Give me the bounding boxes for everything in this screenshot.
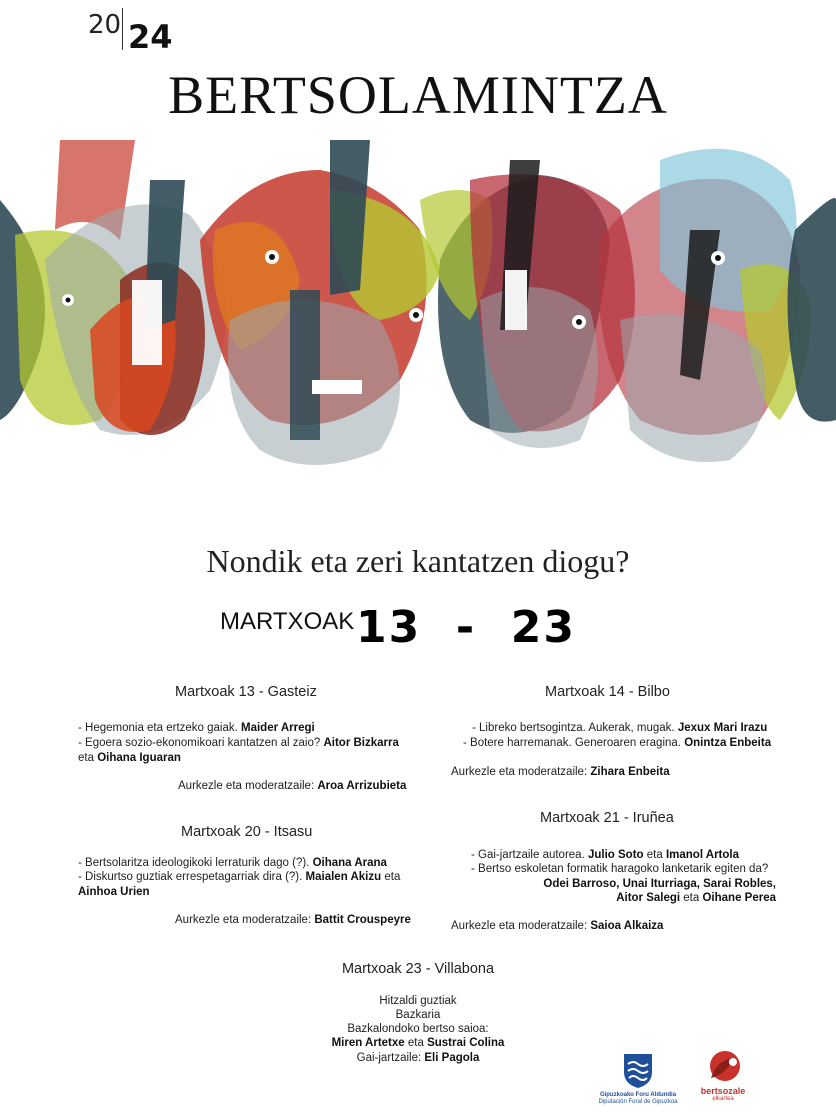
dates-label: MARTXOAK — [220, 608, 355, 635]
session-header-villabona: Martxoak 23 - Villabona — [341, 961, 495, 977]
session-line: Ainhoa Urien — [78, 886, 150, 898]
session-line: Gai-jartzaile: Eli Pagola — [356, 1052, 480, 1064]
session-line: Hitzaldi guztiak — [379, 995, 457, 1007]
bertsozale-logo-text — [693, 1087, 753, 1103]
session-header-iruna: Martxoak 21 - Iruñea — [540, 810, 674, 826]
poster-title: BERTSOLAMINTZA — [168, 65, 668, 125]
bertsozale-logo-line: elkartea — [712, 1096, 734, 1102]
dates-range — [356, 602, 576, 653]
gipuzkoa-shield-icon — [618, 1050, 658, 1090]
date-end: 23 — [510, 602, 577, 653]
eye — [576, 319, 582, 325]
face-shape — [132, 280, 162, 365]
gipuzkoa-logo-line: Gipuzkoako Foru Aldundia — [599, 1092, 677, 1098]
session-moderator: Aurkezle eta moderatzaile: Aroa Arrizubieta — [178, 780, 407, 792]
gipuzkoa-logo-text — [588, 1092, 688, 1106]
session-line: - Bertso eskoletan formatik haragoko lanketarik egiten da? — [471, 863, 769, 875]
eye — [269, 254, 275, 260]
bertsozale-logo-icon — [703, 1048, 743, 1088]
session-line: - Egoera sozio-ekonomikoari kantatzen al zaio? Aitor Bizkarra — [78, 737, 399, 749]
session-line: Bazkaria — [395, 1009, 441, 1021]
year-second: 24 — [128, 18, 173, 56]
session-line: eta Oihana Iguaran — [78, 752, 181, 764]
session-header-itsasu: Martxoak 20 - Itsasu — [181, 824, 313, 840]
session-moderator: Aurkezle eta moderatzaile: Zihara Enbeita — [451, 766, 670, 778]
bertsozale-logo-line: bertsozale — [700, 1086, 746, 1096]
session-moderator: Aurkezle eta moderatzaile: Saioa Alkaiza — [451, 920, 664, 932]
date-start: 13 — [356, 602, 422, 653]
date-separator: - — [455, 602, 477, 653]
session-line: - Gai-jartzaile autorea. Julio Soto eta Imanol Artola — [471, 849, 740, 861]
session-line: - Bertsolaritza ideologikoki lerraturik dago (?). Oihana Arana — [78, 857, 387, 869]
poster-subtitle: Nondik eta zeri kantatzen diogu? — [206, 543, 630, 579]
session-line: Bazkalondoko bertso saioa: — [347, 1023, 489, 1035]
face-shape — [290, 290, 320, 440]
face-shape — [505, 270, 527, 330]
session-moderator: Aurkezle eta moderatzaile: Battit Crouspeyre — [175, 914, 411, 926]
session-header-gasteiz: Martxoak 13 - Gasteiz — [175, 684, 317, 700]
face-shape — [480, 287, 598, 448]
faces-illustration — [0, 120, 836, 500]
session-line: - Diskurtso guztiak errespetagarriak dira (?). Maialen Akizu eta — [78, 871, 401, 883]
face-shape — [312, 380, 362, 394]
session-line: - Botere harremanak. Generoaren eragina. Onintza Enbeita — [463, 737, 772, 749]
eye — [413, 312, 419, 318]
session-line: Aitor Salegi eta Oihane Perea — [616, 892, 776, 904]
session-line: - Hegemonia eta ertzeko gaiak. Maider Arregi — [78, 722, 315, 734]
gipuzkoa-logo-line: Diputación Foral de Gipuzkoa — [598, 1099, 678, 1105]
eye — [715, 255, 721, 261]
session-header-bilbo: Martxoak 14 - Bilbo — [545, 684, 670, 700]
session-line: Odei Barroso, Unai Iturriaga, Sarai Robles, — [543, 878, 776, 890]
eye — [66, 298, 71, 303]
year-first: 20 — [88, 10, 122, 40]
session-line: Miren Artetxe eta Sustrai Colina — [331, 1037, 505, 1049]
year-divider — [122, 8, 123, 50]
session-line: - Libreko bertsogintza. Aukerak, mugak. Jexux Mari Irazu — [472, 722, 768, 734]
